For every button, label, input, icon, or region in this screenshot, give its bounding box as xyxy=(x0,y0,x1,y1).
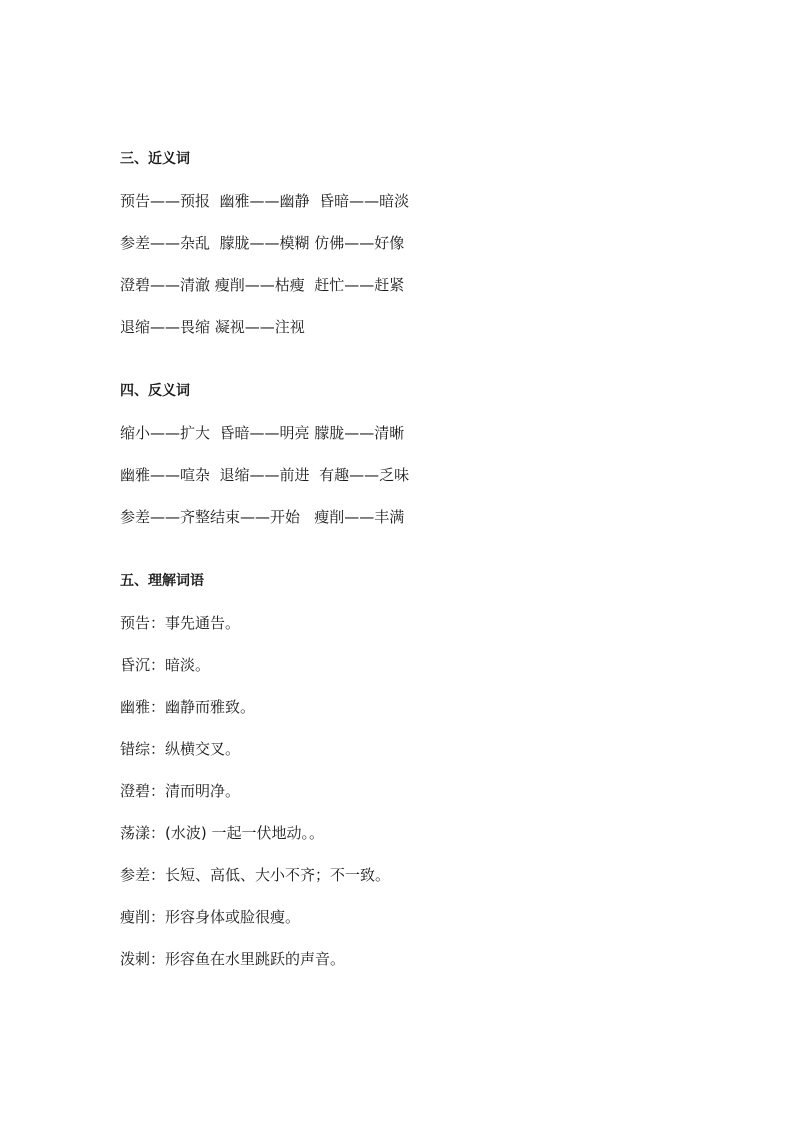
section-word-meanings xyxy=(120,570,720,970)
antonym-line: 幽雅——喧杂 退缩——前进 有趣——乏味 xyxy=(120,466,410,484)
antonym-line: 参差——齐整结束——开始 瘦削——丰满 xyxy=(120,508,405,526)
section-synonyms xyxy=(120,148,720,338)
synonym-line: 澄碧——清澈 瘦削——枯瘦 赶忙——赶紧 xyxy=(120,276,405,294)
section-heading: 四、反义词 xyxy=(120,383,190,399)
definition-line: 澄碧：清而明净。 xyxy=(120,782,241,800)
definition-line: 预告：事先通告。 xyxy=(120,614,241,632)
section-antonyms xyxy=(120,380,720,528)
section-heading: 三、近义词 xyxy=(120,151,190,167)
definition-line: 昏沉：暗淡。 xyxy=(120,656,211,674)
definition-line: 错综：纵横交叉。 xyxy=(120,740,241,758)
synonym-line: 退缩——畏缩 凝视——注视 xyxy=(120,318,305,336)
definition-line: 荡漾：(水波) 一起一伏地动。。 xyxy=(120,824,324,842)
synonym-line: 参差——杂乱 朦胧——模糊 仿佛——好像 xyxy=(120,234,405,252)
definition-line: 泼刺：形容鱼在水里跳跃的声音。 xyxy=(120,950,346,968)
definition-line: 幽雅：幽静而雅致。 xyxy=(120,698,256,716)
section-heading: 五、理解词语 xyxy=(120,573,204,589)
definition-line: 参差：长短、高低、大小不齐；不一致。 xyxy=(120,866,391,884)
definition-line: 瘦削：形容身体或脸很瘦。 xyxy=(120,908,301,926)
synonym-line: 预告——预报 幽雅——幽静 昏暗——暗淡 xyxy=(120,192,410,210)
document-page xyxy=(120,148,720,1012)
antonym-line: 缩小——扩大 昏暗——明亮 朦胧——清晰 xyxy=(120,424,405,442)
